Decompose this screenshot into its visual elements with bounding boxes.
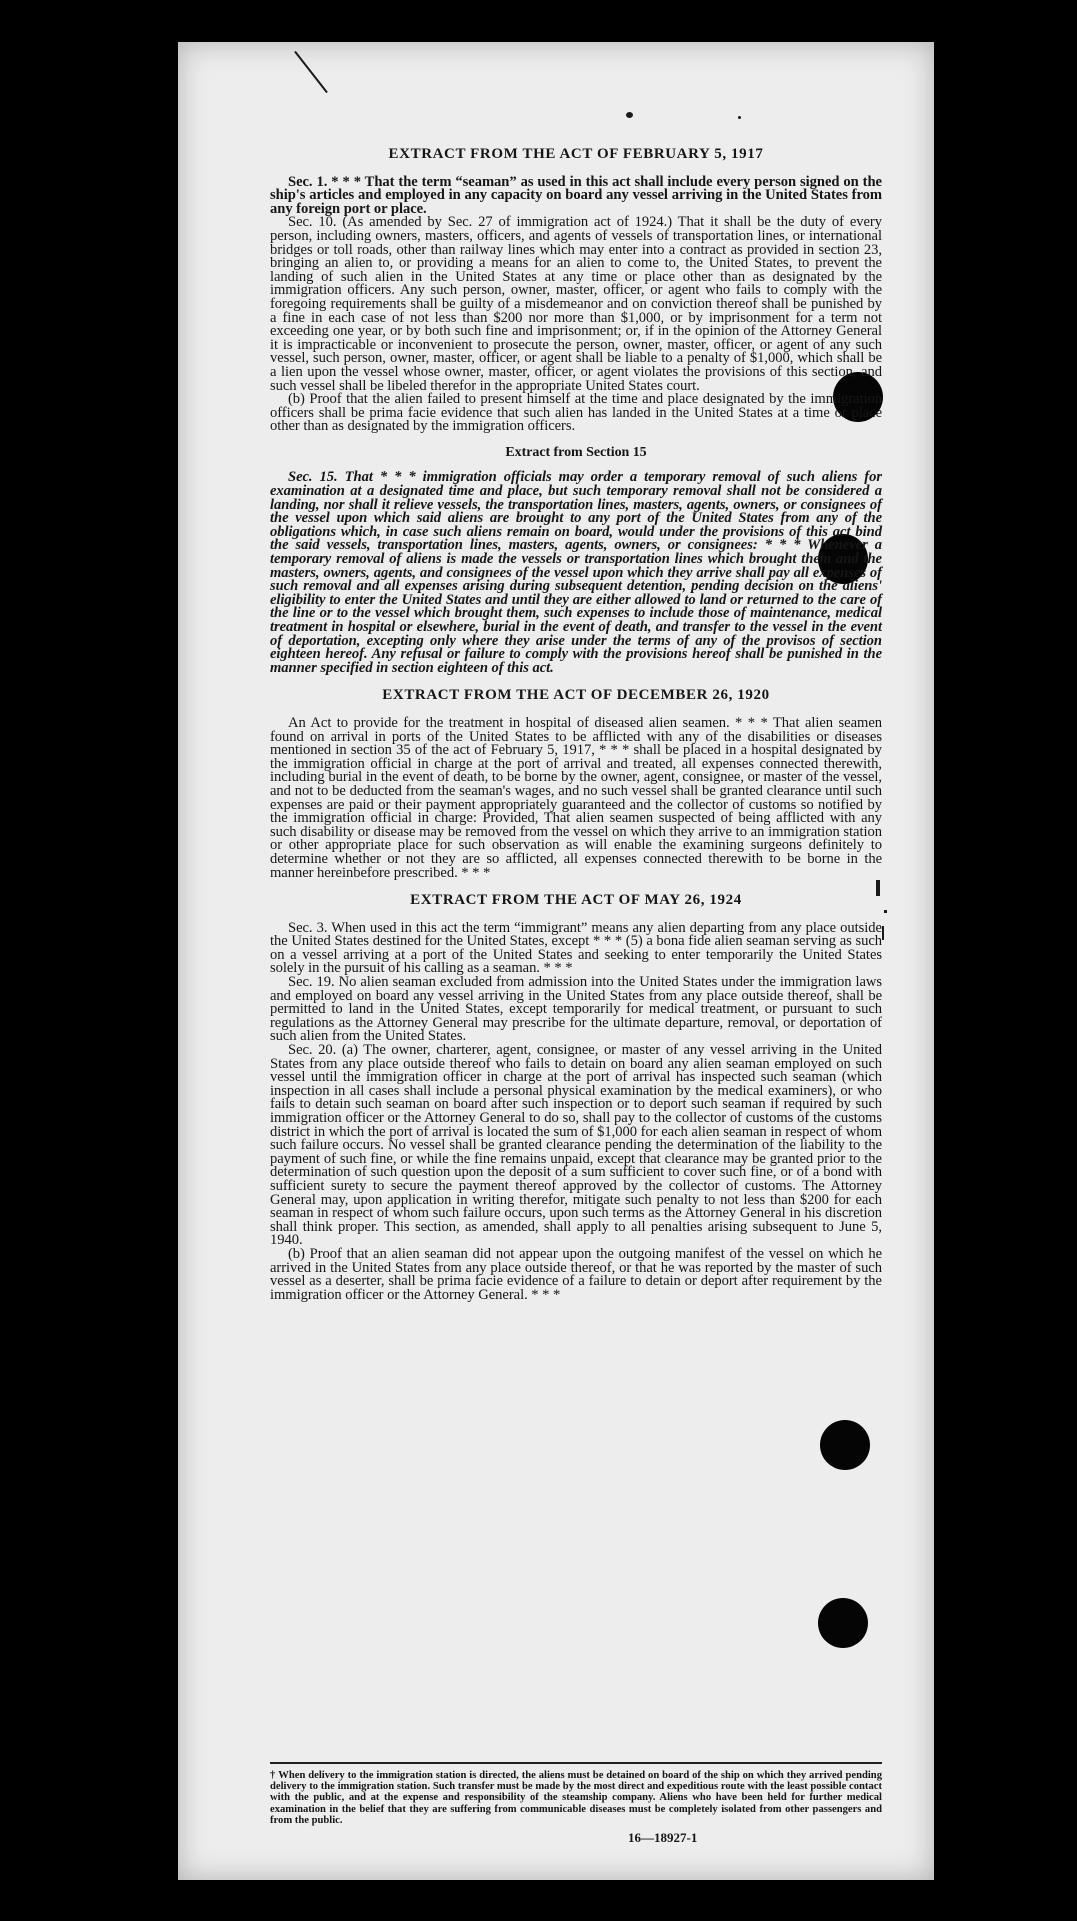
section-1-text: Sec. 1. * * * That the term “seaman” as used in this act shall include every person signed on the ship's articles and employed in any capacity on board any vessel arriving in the United States from any foreign port or place. <box>270 173 882 217</box>
margin-mark <box>884 910 887 913</box>
section-3-text: Sec. 3. When used in this act the term “immigrant” means any alien departing from any place outside the United States destined for the United States, except * * * (5) a bona fide alien seaman serving as such on a vessel arriving at a port of the United States and seeking to enter temporarily the United States solely in the pursuit of his calling as a seaman. * * * <box>270 919 882 977</box>
scan-scratch <box>294 51 328 93</box>
section-15-text: Sec. 15. That * * * immigration officials may order a temporary removal of such aliens for examination at a designated time and place, but such temporary removal shall not be considered a landing, nor shall it relieve vessels, the transportation lines, masters, agents, owners, or consignees of the vessel upon which said aliens are brought to any port of the United States from any of the obligations which, in case such aliens remain on board, would under the provisions of this act bind the said vessels, transportation lines, masters, agents, owners, or consignees: * * * Whenever a temporary removal of aliens is made the vessels or transportation lines which brought them and the masters, owners, agents, and consignees of the vessel upon which they arrive shall pay all expenses of such removal and all expenses arising during subsequent detention, pending decision on the aliens' eligibility to enter the United States and until they are either allowed to land or returned to the care of the line or to the vessel which brought them, such expenses to include those of maintenance, medical treatment in hospital or elsewhere, burial in the event of death, and transfer to the vessel in the event of deportation, excepting only where they arise under the terms of any of the provisos of section eighteen hereof. Any refusal or failure to comply with the provisions hereof shall be punished in the manner specified in section eighteen of this act. <box>270 469 882 676</box>
heading-act-1920: EXTRACT FROM THE ACT OF DECEMBER 26, 1920 <box>382 687 770 704</box>
document-body <box>270 148 882 1302</box>
section-10b-text: (b) Proof that the alien failed to present himself at the time and place designated by the immigration officers shall be prima facie evidence that such alien has landed in the United States at a time or place other than as designated by the immigration officers. <box>270 391 882 435</box>
heading-act-1917: EXTRACT FROM THE ACT OF FEBRUARY 5, 1917 <box>388 146 764 162</box>
punch-hole <box>820 1420 870 1470</box>
punch-hole <box>818 1598 868 1648</box>
document-number: 16—18927-1 <box>628 1830 698 1845</box>
scan-speck <box>626 112 633 118</box>
footnote: † When delivery to the immigration station is directed, the aliens must be detained on board of the ship on which they arrived pending delivery to the immigration station. Such transfer must be made by the most direct and expeditious route with the least possible contact with the public, and at the expense and responsibility of the steamship company. Aliens who have been held for further medical examination in the belief that they are suffering from communicable diseases must be completely isolated from other passengers and from the public. <box>270 1762 882 1826</box>
heading-act-1924: EXTRACT FROM THE ACT OF MAY 26, 1924 <box>410 892 742 909</box>
margin-mark <box>882 926 884 940</box>
section-19-text: Sec. 19. No alien seaman excluded from admission into the United States under the immigration laws and employed on board any vessel arriving in the United States from any place outside thereof, shall be permitted to land in the United States, except temporarily for medical treatment, or pursuant to such regulations as the Attorney General may prescribe for the ultimate departure, removal, or deportation of such alien from the United States. <box>270 974 882 1045</box>
act-1920-text: An Act to provide for the treatment in hospital of diseased alien seamen. * * * That alien seamen found on arrival in ports of the United States to be afflicted with any of the disabilities or diseases mentioned in section 35 of the act of February 5, 1917, * * * shall be placed in a hospital designated by the immigration official in charge at the port of arrival and treated, all expenses connected therewith, including burial in the event of death, to be borne by the owner, agent, consignee, or master of the vessel, and not to be deducted from the seaman's wages, and no such vessel shall be granted clearance until such expenses are paid or their payment appropriately guaranteed and the collector of customs so notified by the immigration official in charge: Provided, That alien seamen suspected of being afflicted with any such disability or disease may be removed from the vessel on which they arrive to an immigration station or other appropriate place for such observation as will enable the examining surgeons definitely to determine whether or not they are so afflicted, all expenses connected therewith to be borne in the manner hereinbefore prescribed. * * * <box>270 714 882 881</box>
heading-section-15: Extract from Section 15 <box>505 444 647 460</box>
document-page <box>178 42 934 1880</box>
section-20b-text: (b) Proof that an alien seaman did not appear upon the outgoing manifest of the vessel on which he arrived in the United States from any place outside thereof, or that he was reported by the master of such vessel as a deserter, shall be prima facie evidence of a failure to detain or deport after requirement by the immigration officer or the Attorney General. * * * <box>270 1245 882 1303</box>
scan-speck <box>738 116 741 119</box>
section-10-text: Sec. 10. (As amended by Sec. 27 of immigration act of 1924.) That it shall be the duty of every person, including owners, masters, officers, and agents of vessels of transportation lines, or international bridges or toll roads, other than railway lines which may enter into a contract as provided in section 23, bringing an alien to, or providing a means for an alien to come to, the United States, to prevent the landing of such alien in the United States at any time or place other than as designated by the immigration officers. Any such person, owner, master, officer, or agent who fails to comply with the foregoing requirements shall be guilty of a misdemeanor and on conviction thereof shall be punished by a fine in each case of not less than $200 nor more than $1,000, or by imprisonment for a term not exceeding one year, or by both such fine and imprisonment; or, if in the opinion of the Attorney General it is impracticable or inconvenient to prosecute the person, owner, master, officer, or agent of any such vessel, such person, owner, master, officer, or agent shall be liable to a penalty of $1,000, which shall be a lien upon the vessel whose owner, master, officer, or agent violates the provisions of this section, and such vessel shall be libeled therefor in the appropriate United States court. <box>270 214 882 394</box>
section-20-text: Sec. 20. (a) The owner, charterer, agent, consignee, or master of any vessel arriving in the United States from any place outside thereof who fails to detain on board any alien seaman employed on such vessel until the immigration officer in charge at the port of arrival has inspected such seaman (which inspection in all cases shall include a personal physical examination by the medical examiners), or who fails to detain such seaman on board after such inspection or to deport such seaman if required by such immigration officer or the Attorney General to do so, shall pay to the collector of customs of the customs district in which the port of arrival is located the sum of $1,000 for each alien seaman in respect of whom such failure occurs. No vessel shall be granted clearance pending the determination of the liability to the payment of such fine, or while the fine remains unpaid, except that clearance may be granted prior to the determination of such question upon the deposit of a sum sufficient to cover such fine, or of a bond with sufficient surety to secure the payment thereof approved by the collector of customs. The Attorney General may, upon application in writing therefor, mitigate such penalty to not less than $200 for each seaman in respect of whom such failure occurs, upon such terms as the Attorney General in his discretion shall think proper. This section, as amended, shall apply to all penalties arising subsequent to June 5, 1940. <box>270 1042 882 1249</box>
